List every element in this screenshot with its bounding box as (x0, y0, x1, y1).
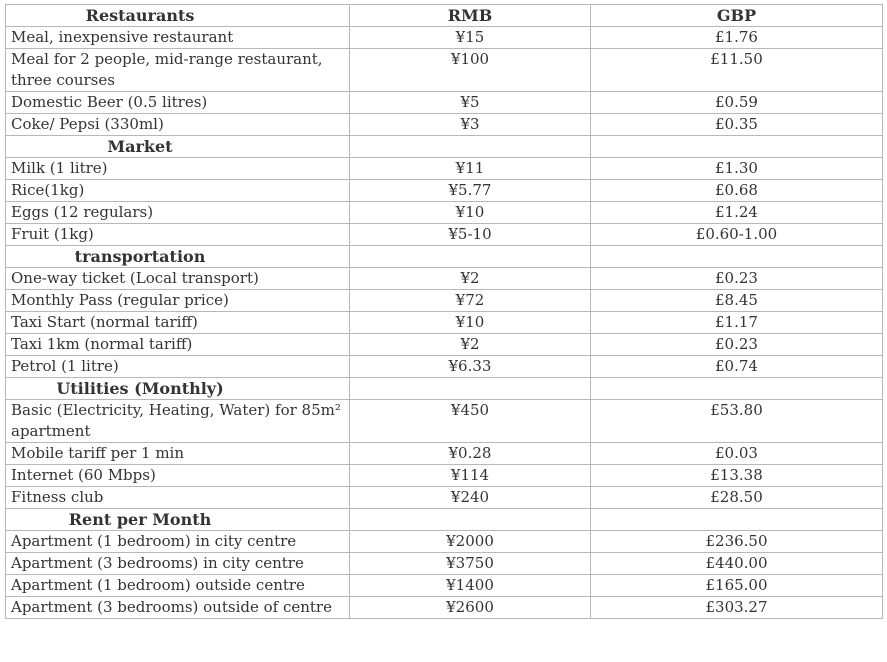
item-cell: Apartment (3 bedrooms) outside of centre (6, 597, 350, 619)
rmb-cell: ¥0.28 (350, 443, 591, 465)
rmb-cell: ¥5.77 (350, 180, 591, 202)
column-header-rmb: RMB (350, 5, 591, 27)
gbp-cell: £236.50 (591, 531, 883, 553)
item-cell: Mobile tariff per 1 min (6, 443, 350, 465)
rmb-cell: ¥2600 (350, 597, 591, 619)
item-cell: Eggs (12 regulars) (6, 202, 350, 224)
item-cell: Meal, inexpensive restaurant (6, 27, 350, 49)
table-row (6, 334, 883, 356)
item-cell: Monthly Pass (regular price) (6, 290, 350, 312)
rmb-cell: ¥5-10 (350, 224, 591, 246)
gbp-cell: £11.50 (591, 49, 883, 92)
table-row (6, 158, 883, 180)
table-row (6, 487, 883, 509)
empty-cell (591, 509, 883, 531)
section-heading-row (6, 378, 883, 400)
item-cell: Rice(1kg) (6, 180, 350, 202)
item-cell: Fitness club (6, 487, 350, 509)
rmb-cell: ¥3 (350, 114, 591, 136)
section-heading-row (6, 509, 883, 531)
table-header-row (6, 5, 883, 27)
section-heading: Utilities (Monthly) (6, 378, 350, 400)
empty-cell (350, 136, 591, 158)
table-row (6, 531, 883, 553)
item-cell: Fruit (1kg) (6, 224, 350, 246)
rmb-cell: ¥15 (350, 27, 591, 49)
empty-cell (591, 246, 883, 268)
gbp-cell: £0.74 (591, 356, 883, 378)
table-row (6, 224, 883, 246)
table-row (6, 49, 883, 92)
item-cell: Basic (Electricity, Heating, Water) for 85m² apartment (6, 400, 350, 443)
item-cell: Coke/ Pepsi (330ml) (6, 114, 350, 136)
gbp-cell: £53.80 (591, 400, 883, 443)
gbp-cell: £0.35 (591, 114, 883, 136)
table-row (6, 290, 883, 312)
item-cell: Apartment (3 bedrooms) in city centre (6, 553, 350, 575)
table-row (6, 114, 883, 136)
empty-cell (591, 136, 883, 158)
table-row (6, 202, 883, 224)
gbp-cell: £1.17 (591, 312, 883, 334)
rmb-cell: ¥1400 (350, 575, 591, 597)
gbp-cell: £440.00 (591, 553, 883, 575)
table-row (6, 443, 883, 465)
table-row (6, 92, 883, 114)
gbp-cell: £13.38 (591, 465, 883, 487)
gbp-cell: £0.68 (591, 180, 883, 202)
gbp-cell: £0.60-1.00 (591, 224, 883, 246)
section-heading-row (6, 246, 883, 268)
table-row (6, 27, 883, 49)
gbp-cell: £1.24 (591, 202, 883, 224)
empty-cell (350, 509, 591, 531)
rmb-cell: ¥11 (350, 158, 591, 180)
item-cell: Meal for 2 people, mid-range restaurant, three courses (6, 49, 350, 92)
gbp-cell: £0.59 (591, 92, 883, 114)
gbp-cell: £8.45 (591, 290, 883, 312)
empty-cell (350, 378, 591, 400)
rmb-cell: ¥240 (350, 487, 591, 509)
item-cell: Petrol (1 litre) (6, 356, 350, 378)
rmb-cell: ¥10 (350, 202, 591, 224)
gbp-cell: £1.76 (591, 27, 883, 49)
rmb-cell: ¥450 (350, 400, 591, 443)
table-row (6, 553, 883, 575)
rmb-cell: ¥3750 (350, 553, 591, 575)
table-row (6, 597, 883, 619)
gbp-cell: £0.23 (591, 268, 883, 290)
item-cell: Apartment (1 bedroom) outside centre (6, 575, 350, 597)
rmb-cell: ¥2 (350, 268, 591, 290)
item-cell: Domestic Beer (0.5 litres) (6, 92, 350, 114)
item-cell: One-way ticket (Local transport) (6, 268, 350, 290)
item-cell: Apartment (1 bedroom) in city centre (6, 531, 350, 553)
gbp-cell: £0.03 (591, 443, 883, 465)
rmb-cell: ¥5 (350, 92, 591, 114)
empty-cell (591, 378, 883, 400)
section-heading: Market (6, 136, 350, 158)
gbp-cell: £28.50 (591, 487, 883, 509)
table-row (6, 356, 883, 378)
item-cell: Taxi 1km (normal tariff) (6, 334, 350, 356)
table-row (6, 312, 883, 334)
section-heading: Rent per Month (6, 509, 350, 531)
rmb-cell: ¥114 (350, 465, 591, 487)
item-cell: Taxi Start (normal tariff) (6, 312, 350, 334)
empty-cell (350, 246, 591, 268)
rmb-cell: ¥10 (350, 312, 591, 334)
gbp-cell: £0.23 (591, 334, 883, 356)
section-heading: Restaurants (6, 5, 350, 27)
rmb-cell: ¥2000 (350, 531, 591, 553)
table-row (6, 465, 883, 487)
table-row (6, 268, 883, 290)
cost-of-living-table (5, 4, 883, 619)
rmb-cell: ¥72 (350, 290, 591, 312)
gbp-cell: £1.30 (591, 158, 883, 180)
item-cell: Milk (1 litre) (6, 158, 350, 180)
section-heading: transportation (6, 246, 350, 268)
rmb-cell: ¥6.33 (350, 356, 591, 378)
table-row (6, 400, 883, 443)
table-row (6, 180, 883, 202)
rmb-cell: ¥2 (350, 334, 591, 356)
gbp-cell: £165.00 (591, 575, 883, 597)
section-heading-row (6, 136, 883, 158)
rmb-cell: ¥100 (350, 49, 591, 92)
item-cell: Internet (60 Mbps) (6, 465, 350, 487)
table-row (6, 575, 883, 597)
column-header-gbp: GBP (591, 5, 883, 27)
table-body (6, 5, 883, 619)
gbp-cell: £303.27 (591, 597, 883, 619)
